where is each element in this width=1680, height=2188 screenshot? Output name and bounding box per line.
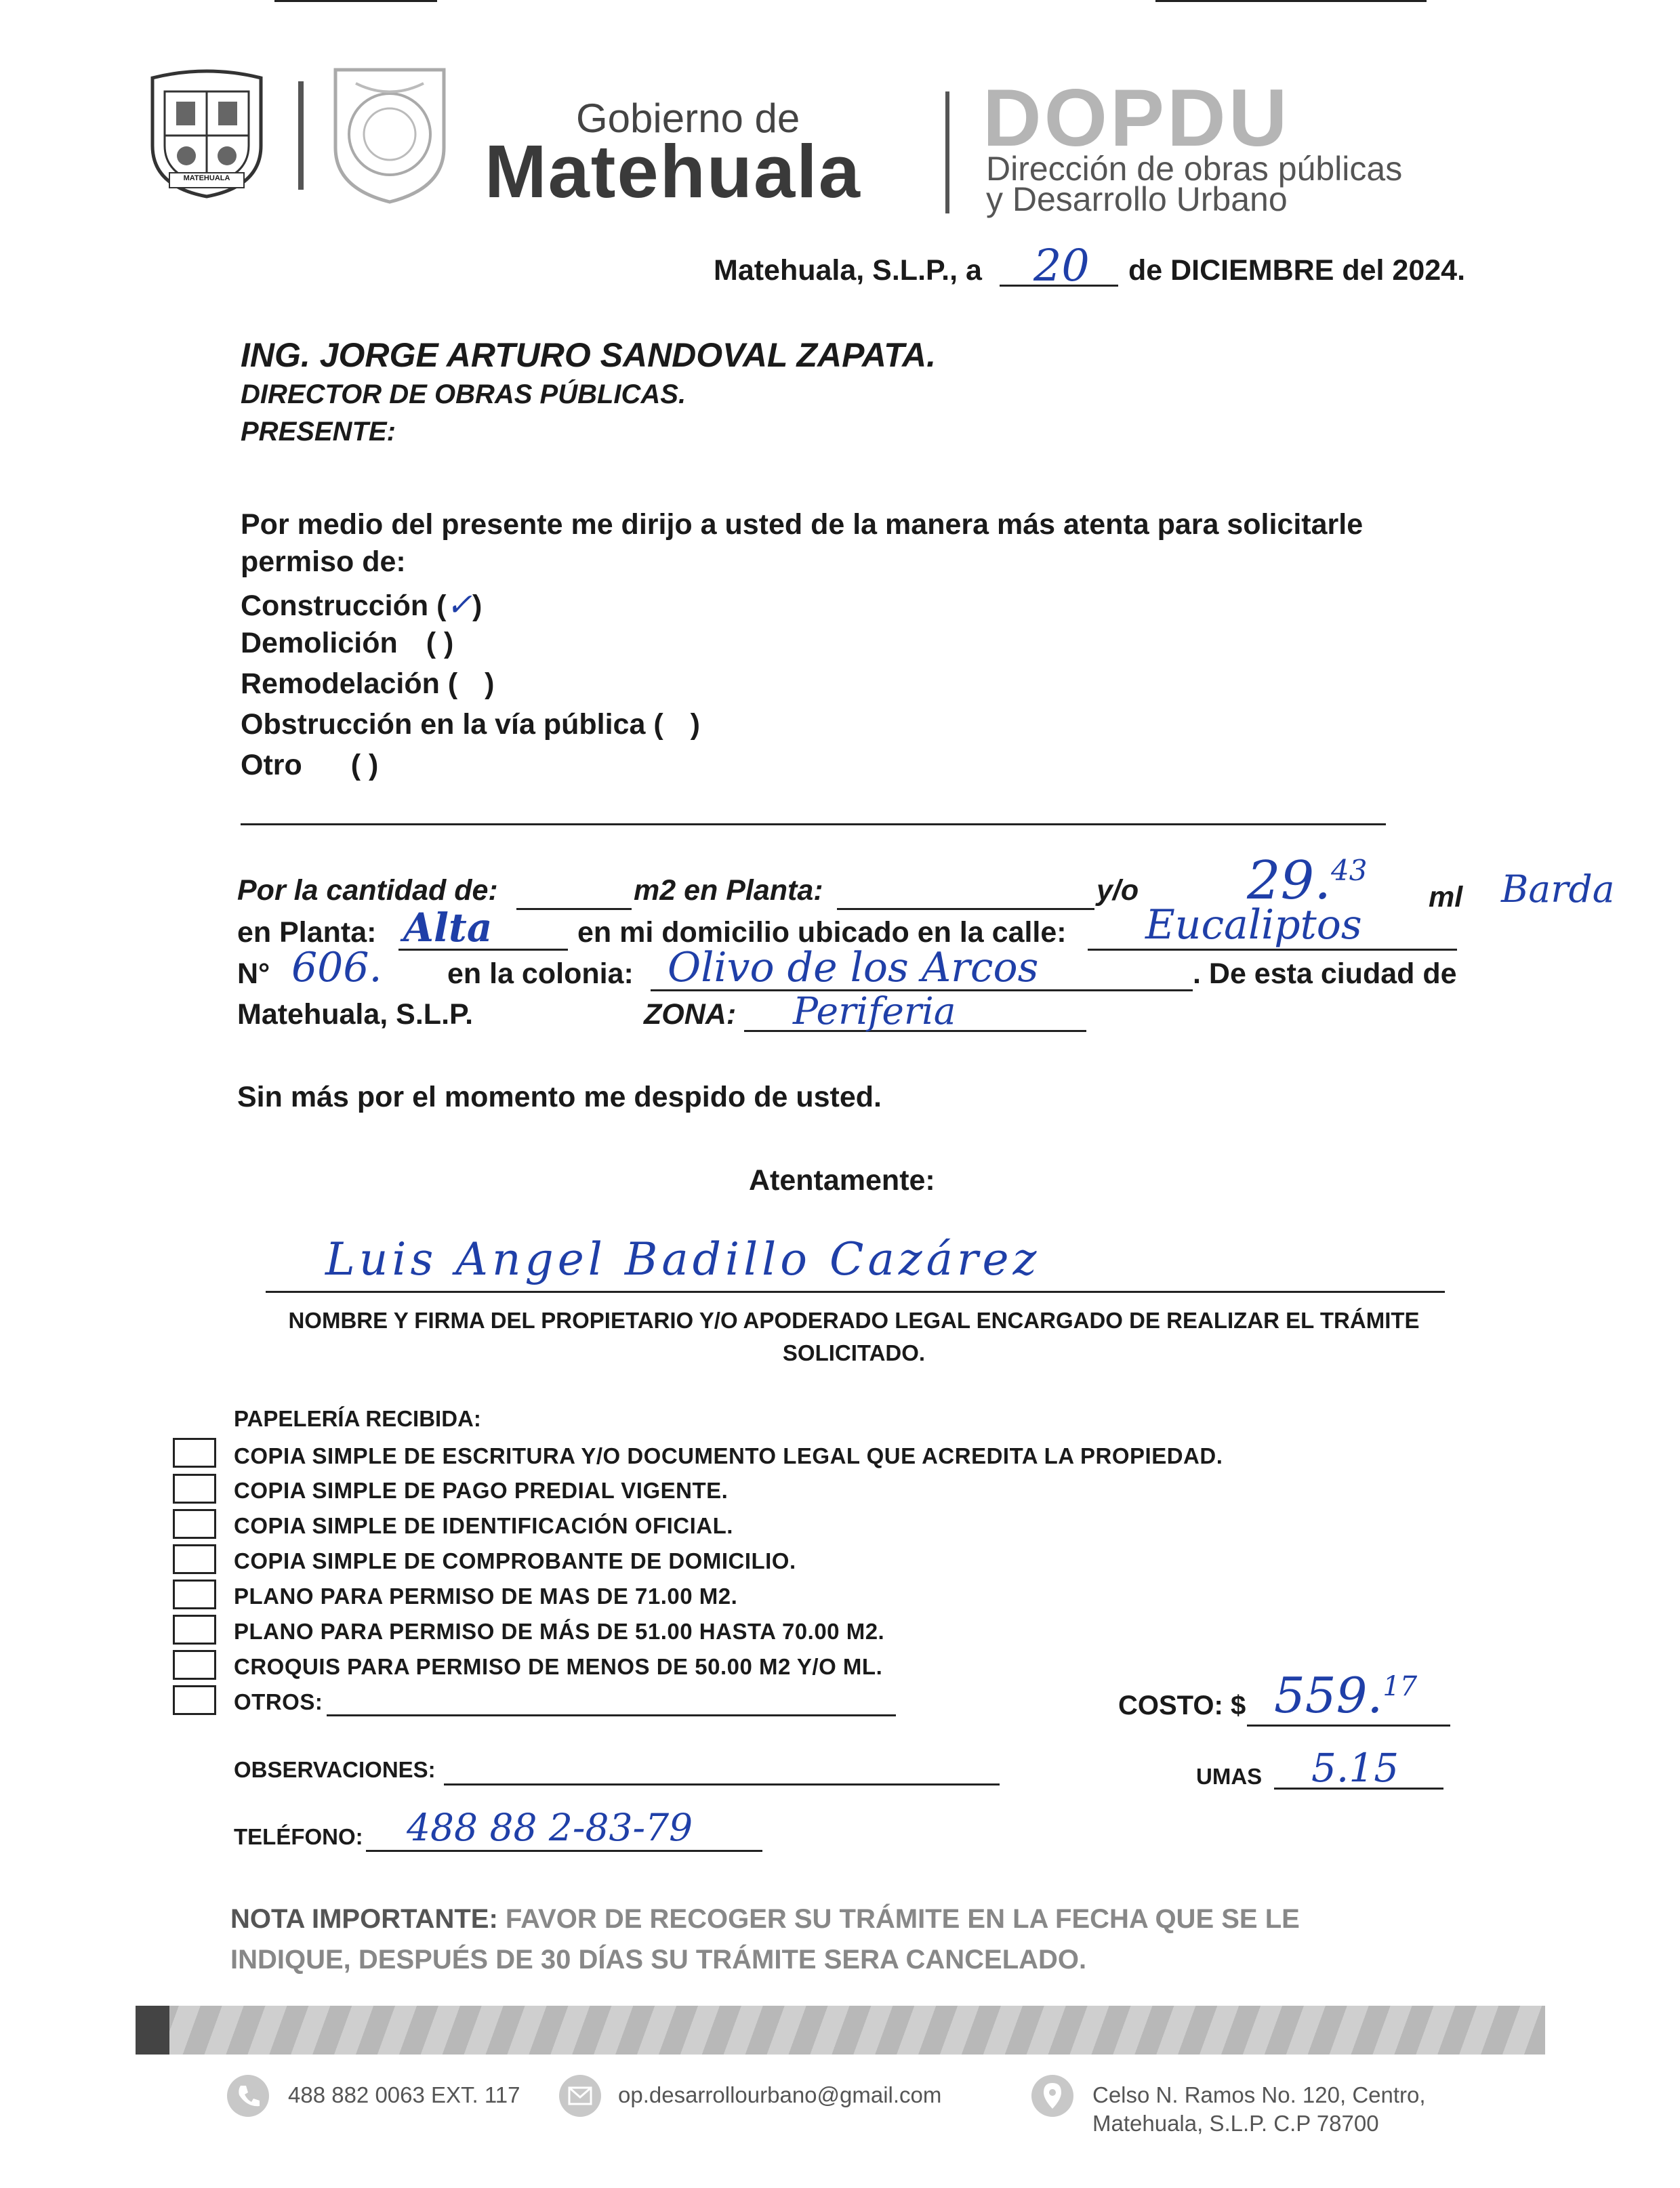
gov-city: Matehuala [485,130,861,213]
papeleria-item-plano-51: PLANO PARA PERMISO DE MÁS DE 51.00 HASTA 70.00 M2. [234,1619,885,1644]
intro-line2: permiso de: [241,545,406,578]
gov-prefix: Gobierno de [576,96,800,141]
zona-label: ZONA: [644,998,737,1031]
header-vertical-divider [945,91,949,213]
checkbox-otros[interactable] [173,1685,216,1715]
zona-value: Periferia [793,989,956,1033]
checkbox-plano-71[interactable] [173,1580,216,1609]
num-line [274,0,437,2]
option-demolicion [241,627,453,660]
checkbox-identificacion[interactable] [173,1509,216,1539]
yo-label: y/o [1097,874,1139,907]
header-divider [298,81,304,190]
signature-line [266,1291,1445,1293]
domicilio-label: en mi domicilio ubicado en la calle: [577,916,1067,949]
option-otro [241,749,378,782]
telefono-value: 488 88 2-83-79 [407,1806,693,1849]
nota-text-line2: INDIQUE, DESPUÉS DE 30 DÍAS SU TRÁMITE SERA CANCELADO. [230,1945,1087,1975]
calle-value: Eucaliptos [1145,901,1362,949]
checkbox-escritura[interactable] [173,1438,216,1468]
footer-phone: 488 882 0063 EXT. 117 [288,2082,520,2107]
costo-value-main: 559. [1274,1667,1383,1724]
papeleria-item-otros: OTROS: [234,1689,323,1714]
checkbox-domicilio[interactable] [173,1544,216,1574]
planta-value: Alta [403,905,493,951]
num-value: 606. [291,944,382,991]
ciudad-label: . De esta ciudad de [1193,957,1457,990]
option-construccion-mark: ✓ [446,586,472,623]
umas-label: UMAS [1196,1764,1263,1789]
city-label: Matehuala, S.L.P. [237,998,474,1031]
footer-address-line2: Matehuala, S.L.P. C.P 78700 [1092,2111,1379,2136]
dept-line1: Dirección de obras públicas [986,150,1403,188]
telefono-line [366,1850,762,1852]
costo-line [1247,1725,1450,1727]
signature-caption-line2: SOLICITADO. [782,1340,926,1365]
option-obstruccion-label: Obstrucción en la vía pública ( [241,708,663,741]
observaciones-label: OBSERVACIONES: [234,1757,436,1782]
checkbox-plano-51[interactable] [173,1615,216,1645]
dept-acronym: DOPDU [983,73,1290,163]
phone-icon [227,2075,269,2117]
planta-label: en Planta: [237,916,377,949]
cantidad-label: Por la cantidad de: [237,874,498,907]
costo-value-sup: 17 [1382,1671,1418,1702]
ml-value-main: 29. [1247,850,1332,911]
coat-of-arms-logo [146,64,268,200]
cantidad-line [516,908,632,910]
ml-label: ml [1429,881,1463,913]
date-suffix: de DICIEMBRE del 2024. [1128,254,1466,287]
option-otro-label: Otro [241,749,302,781]
recipient-title: DIRECTOR DE OBRAS PÚBLICAS. [241,379,687,409]
papeleria-item-domicilio: COPIA SIMPLE DE COMPROBANTE DE DOMICILIO. [234,1548,796,1573]
checkbox-croquis[interactable] [173,1650,216,1680]
municipal-emblem-logo [329,60,451,205]
telefono-label: TELÉFONO: [234,1824,363,1849]
intro-line1: Por medio del presente me dirijo a usted de la manera más atenta para solicitarle [241,508,1364,541]
recipient-name: ING. JORGE ARTURO SANDOVAL ZAPATA. [241,336,936,374]
checkbox-predial[interactable] [173,1474,216,1504]
observaciones-line [444,1783,1000,1786]
papeleria-item-predial: COPIA SIMPLE DE PAGO PREDIAL VIGENTE. [234,1478,729,1503]
extra-value: Barda [1501,867,1615,911]
option-remodelacion [241,667,495,701]
nota-text-line1: FAVOR DE RECOGER SU TRÁMITE EN LA FECHA QUE SE LE [505,1904,1300,1934]
dept-line2: y Desarrollo Urbano [986,180,1288,218]
footer-address-line1: Celso N. Ramos No. 120, Centro, [1092,2082,1426,2107]
email-icon [559,2075,601,2117]
costo-label: COSTO: $ [1118,1691,1246,1720]
colonia-label: en la colonia: [447,957,634,990]
option-remodelacion-close: ) [485,667,495,700]
decorative-band [136,2006,1545,2055]
recipient-presente: PRESENTE: [241,417,396,447]
costo-value [1274,1667,1417,1724]
date-day: 20 [1033,241,1090,291]
option-construccion [241,586,482,623]
atentamente: Atentamente: [749,1164,935,1197]
nota-line1 [230,1904,1300,1935]
m2-planta-label: m2 en Planta: [634,874,823,907]
umas-value: 5.15 [1311,1745,1399,1791]
otros-line [327,1714,896,1716]
calle-line [1088,949,1457,951]
option-construccion-label: Construcción ( [241,590,447,622]
ml-line [1155,0,1427,2]
option-obstruccion-close: ) [690,708,700,741]
option-construccion-close: ) [472,590,483,622]
signature-caption-line1: NOMBRE Y FIRMA DEL PROPIETARIO Y/O APODERADO LEGAL ENCARGADO DE REALIZAR EL TRÁMITE [288,1308,1420,1333]
option-remodelacion-label: Remodelación ( [241,667,458,700]
option-demolicion-close: ( ) [426,627,454,659]
date-prefix: Matehuala, S.L.P., a [714,254,982,287]
papeleria-item-escritura: COPIA SIMPLE DE ESCRITURA Y/O DOCUMENTO LEGAL QUE ACREDITA LA PROPIEDAD. [234,1443,1223,1468]
nota-label: NOTA IMPORTANTE: [230,1904,498,1934]
seal-label: MATEHUALA [183,174,230,182]
location-pin-icon [1031,2075,1073,2117]
signature: Luis Angel Badillo Cazárez [325,1233,1041,1285]
footer-email[interactable]: op.desarrollourbano@gmail.com [618,2082,942,2107]
papeleria-title: PAPELERÍA RECIBIDA: [234,1406,481,1431]
papeleria-item-croquis: CROQUIS PARA PERMISO DE MENOS DE 50.00 M2 Y/O ML. [234,1654,883,1679]
num-label: N° [237,957,270,990]
option-obstruccion [241,708,700,741]
papeleria-item-plano-71: PLANO PARA PERMISO DE MAS DE 71.00 M2. [234,1584,738,1609]
ml-value-sup: 43 [1331,854,1368,887]
otro-blank-line [241,823,1386,825]
colonia-value: Olivo de los Arcos [668,944,1039,991]
papeleria-item-identificacion: COPIA SIMPLE DE IDENTIFICACIÓN OFICIAL. [234,1513,733,1538]
m2-planta-line [837,908,1094,910]
option-demolicion-label: Demolición [241,627,398,659]
farewell: Sin más por el momento me despido de usted. [237,1081,882,1113]
option-otro-close: ( ) [350,749,379,781]
